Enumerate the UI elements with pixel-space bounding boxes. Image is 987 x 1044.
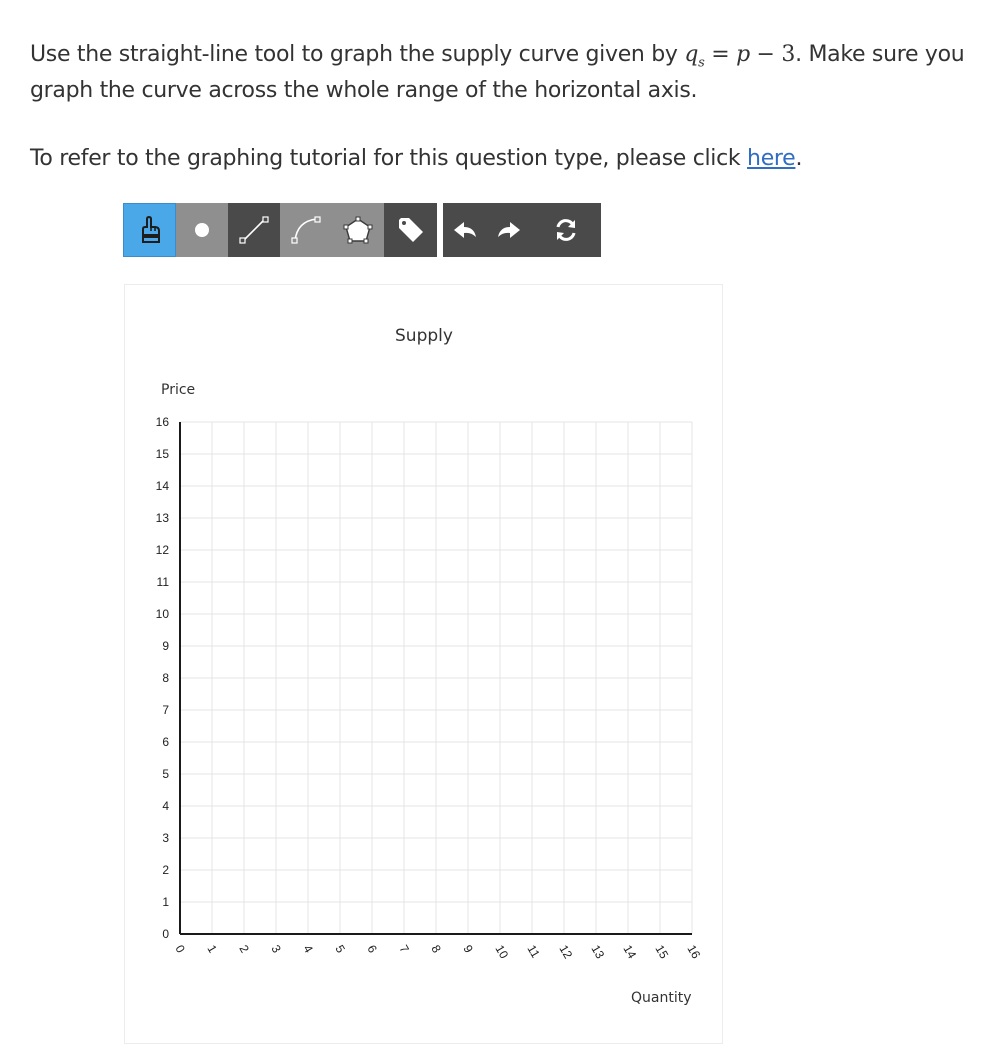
y-tick-label: 7 (162, 703, 169, 717)
y-tick-label: 1 (162, 895, 169, 909)
graph-title: Supply (395, 326, 453, 346)
y-tick-label: 3 (162, 831, 169, 845)
x-tick-label: 11 (524, 942, 543, 961)
tutorial-text: To refer to the graphing tutorial for this question type, please click (30, 146, 748, 171)
x-tick-label: 9 (460, 942, 476, 956)
y-tick-label: 12 (155, 543, 169, 557)
y-tick-label: 16 (155, 415, 169, 429)
x-tick-label: 10 (492, 942, 512, 962)
question-line-2: graph the curve across the whole range of the horizontal axis. (30, 78, 698, 103)
tutorial-link[interactable]: here (747, 146, 796, 171)
question-text-a: Use the straight-line tool to graph the supply curve given by (30, 42, 685, 67)
x-tick-label: 0 (172, 942, 188, 956)
y-tick-label: 10 (155, 607, 169, 621)
x-tick-label: 12 (556, 942, 576, 962)
y-axis-title: Price (161, 382, 196, 398)
equation-p: p (736, 42, 750, 67)
x-tick-label: 1 (204, 942, 220, 956)
x-tick-label: 2 (236, 942, 252, 956)
equation-equals: = (704, 42, 737, 67)
grid-lines (180, 422, 692, 934)
equation-sub: s (698, 55, 705, 71)
x-tick-labels (172, 943, 703, 962)
x-tick-label: 13 (588, 942, 608, 962)
y-tick-label: 4 (162, 799, 169, 813)
x-tick-label: 6 (364, 942, 380, 956)
y-tick-label: 5 (162, 767, 169, 781)
y-tick-label: 13 (155, 511, 169, 525)
y-tick-label: 2 (162, 863, 169, 877)
x-tick-label: 14 (620, 942, 640, 962)
y-tick-label: 15 (155, 447, 169, 461)
y-tick-label: 0 (162, 927, 169, 941)
x-tick-label: 7 (396, 942, 412, 956)
x-tick-label: 16 (684, 942, 704, 962)
tutorial-period: . (795, 146, 803, 171)
x-tick-label: 5 (332, 942, 348, 956)
equation-tail: − 3 (749, 42, 796, 67)
equation-q: q (684, 42, 699, 67)
x-tick-label: 8 (428, 942, 444, 956)
x-tick-label: 3 (268, 942, 284, 956)
y-tick-label: 11 (156, 575, 169, 589)
y-tick-label: 8 (162, 671, 169, 685)
x-tick-label: 4 (300, 942, 316, 956)
y-tick-label: 6 (162, 735, 169, 749)
question-text-b: . Make sure you (795, 42, 965, 67)
x-axis-title: Quantity (631, 990, 692, 1006)
x-tick-label: 15 (652, 942, 672, 962)
y-tick-labels (156, 415, 170, 941)
y-tick-label: 14 (155, 479, 169, 493)
y-tick-label: 9 (162, 639, 169, 653)
